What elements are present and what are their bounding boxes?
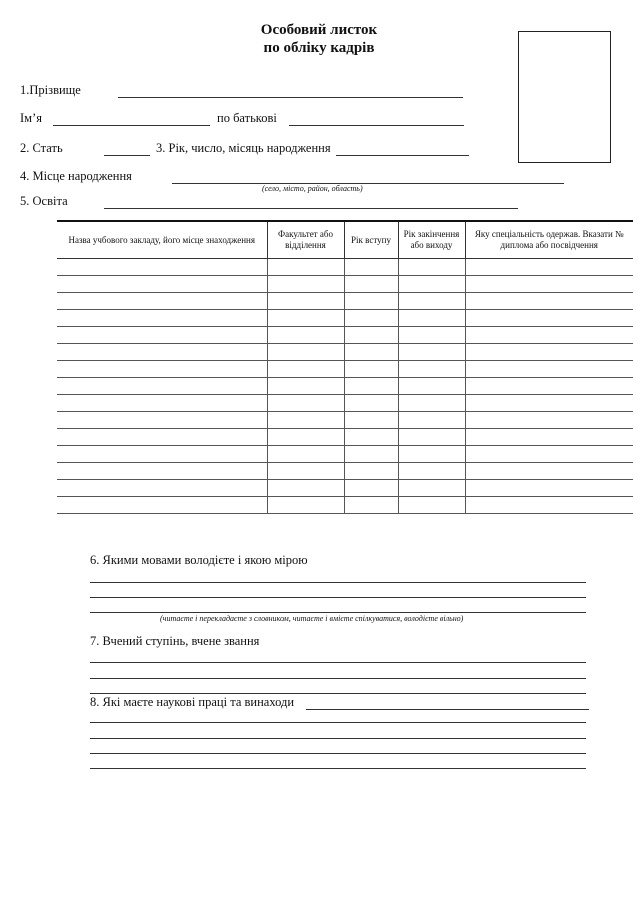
table-cell[interactable] — [267, 276, 344, 293]
table-cell[interactable] — [267, 344, 344, 361]
education-label: 5. Освіта — [20, 194, 68, 208]
table-cell[interactable] — [267, 497, 344, 514]
title-line-2: по обліку кадрів — [263, 40, 375, 56]
table-cell[interactable] — [344, 463, 398, 480]
table-cell[interactable] — [344, 395, 398, 412]
table-cell[interactable] — [57, 429, 267, 446]
table-row — [57, 293, 633, 310]
table-cell[interactable] — [344, 412, 398, 429]
table-cell[interactable] — [267, 259, 344, 276]
education-table-header — [57, 221, 633, 259]
table-cell[interactable] — [398, 293, 465, 310]
table-cell[interactable] — [267, 395, 344, 412]
works-line-4[interactable] — [90, 768, 586, 769]
table-cell[interactable] — [57, 259, 267, 276]
table-cell[interactable] — [465, 293, 633, 310]
table-cell[interactable] — [398, 378, 465, 395]
patronymic-label: по батькові — [217, 111, 277, 125]
education-field[interactable] — [104, 208, 518, 209]
degree-line-2[interactable] — [90, 678, 586, 679]
table-cell[interactable] — [344, 293, 398, 310]
table-cell[interactable] — [57, 395, 267, 412]
table-cell[interactable] — [465, 310, 633, 327]
table-row — [57, 310, 633, 327]
table-cell[interactable] — [465, 497, 633, 514]
table-row — [57, 446, 633, 463]
table-cell[interactable] — [465, 361, 633, 378]
table-cell[interactable] — [344, 344, 398, 361]
sex-field[interactable] — [104, 155, 150, 156]
languages-hint: (читаєте і перекладаєте з словником, читаєте і вмієте спілкуватися, володієте вільно) — [160, 614, 464, 623]
table-cell[interactable] — [465, 327, 633, 344]
table-cell[interactable] — [465, 344, 633, 361]
table-cell[interactable] — [344, 480, 398, 497]
languages-line-1[interactable] — [90, 582, 586, 583]
table-cell[interactable] — [57, 310, 267, 327]
degree-line-1[interactable] — [90, 662, 586, 663]
table-cell[interactable] — [398, 497, 465, 514]
table-cell[interactable] — [344, 259, 398, 276]
table-cell[interactable] — [57, 327, 267, 344]
languages-line-3[interactable] — [90, 612, 586, 613]
table-cell[interactable] — [398, 327, 465, 344]
table-cell[interactable] — [267, 412, 344, 429]
surname-label: 1.Прізвище — [20, 83, 81, 97]
table-cell[interactable] — [344, 497, 398, 514]
table-cell[interactable] — [465, 259, 633, 276]
degree-label: 7. Вчений ступінь, вчене звання — [90, 634, 260, 648]
table-cell[interactable] — [57, 293, 267, 310]
table-row — [57, 327, 633, 344]
table-cell[interactable] — [398, 259, 465, 276]
table-cell[interactable] — [398, 480, 465, 497]
table-cell[interactable] — [344, 446, 398, 463]
birthplace-field[interactable] — [172, 183, 564, 184]
education-table — [57, 220, 633, 514]
table-cell[interactable] — [398, 463, 465, 480]
table-cell[interactable] — [465, 446, 633, 463]
title-line-1: Особовий листок — [260, 22, 378, 38]
table-row — [57, 344, 633, 361]
table-cell[interactable] — [267, 463, 344, 480]
table-cell[interactable] — [398, 429, 465, 446]
table-row — [57, 361, 633, 378]
table-cell[interactable] — [398, 344, 465, 361]
table-cell[interactable] — [267, 429, 344, 446]
birthdate-field[interactable] — [336, 155, 469, 156]
table-cell[interactable] — [465, 480, 633, 497]
works-line-1[interactable] — [90, 722, 586, 723]
table-cell[interactable] — [57, 463, 267, 480]
table-cell[interactable] — [267, 361, 344, 378]
table-cell[interactable] — [267, 310, 344, 327]
table-row — [57, 497, 633, 514]
name-field[interactable] — [53, 125, 210, 126]
table-cell[interactable] — [267, 480, 344, 497]
works-field[interactable] — [306, 709, 589, 710]
photo-box[interactable] — [518, 31, 611, 163]
patronymic-field[interactable] — [289, 125, 464, 126]
table-cell[interactable] — [57, 446, 267, 463]
table-cell[interactable] — [57, 480, 267, 497]
table-cell[interactable] — [57, 361, 267, 378]
table-cell[interactable] — [398, 446, 465, 463]
table-cell[interactable] — [398, 276, 465, 293]
table-cell[interactable] — [344, 276, 398, 293]
table-row — [57, 429, 633, 446]
table-row — [57, 480, 633, 497]
table-row — [57, 463, 633, 480]
table-row — [57, 395, 633, 412]
table-cell[interactable] — [465, 429, 633, 446]
col-specialty: Яку спеціальність одержав. Вказати № диплома або посвідчення — [465, 221, 633, 259]
table-cell[interactable] — [344, 310, 398, 327]
table-cell[interactable] — [398, 310, 465, 327]
table-row — [57, 259, 633, 276]
table-cell[interactable] — [267, 446, 344, 463]
table-cell[interactable] — [398, 395, 465, 412]
birthplace-label: 4. Місце народження — [20, 169, 132, 183]
works-line-2[interactable] — [90, 738, 586, 739]
table-cell[interactable] — [465, 276, 633, 293]
table-cell[interactable] — [57, 344, 267, 361]
table-cell[interactable] — [465, 378, 633, 395]
works-label: 8. Які маєте наукові праці та винаходи — [90, 695, 295, 709]
birthplace-hint: (село, місто, район, область) — [262, 184, 363, 193]
col-faculty: Факультет або відділення — [267, 221, 344, 259]
surname-field[interactable] — [118, 97, 463, 98]
table-cell[interactable] — [57, 412, 267, 429]
sex-label: 2. Стать — [20, 141, 63, 155]
table-cell[interactable] — [465, 412, 633, 429]
table-row — [57, 276, 633, 293]
languages-line-2[interactable] — [90, 597, 586, 598]
name-label: Ім’я — [20, 111, 42, 125]
table-row — [57, 412, 633, 429]
table-cell[interactable] — [344, 327, 398, 344]
table-cell[interactable] — [344, 378, 398, 395]
table-cell[interactable] — [57, 497, 267, 514]
table-cell[interactable] — [267, 378, 344, 395]
table-cell[interactable] — [267, 293, 344, 310]
table-cell[interactable] — [344, 429, 398, 446]
table-cell[interactable] — [398, 361, 465, 378]
languages-label: 6. Якими мовами володієте і якою мірою — [90, 553, 308, 567]
table-row — [57, 378, 633, 395]
col-institution: Назва учбового закладу, його місце знаходження — [57, 221, 267, 259]
degree-line-3[interactable] — [90, 693, 586, 694]
table-cell[interactable] — [57, 378, 267, 395]
table-cell[interactable] — [267, 327, 344, 344]
table-cell[interactable] — [465, 463, 633, 480]
table-cell[interactable] — [57, 276, 267, 293]
col-entry-year: Рік вступу — [344, 221, 398, 259]
col-graduation-year: Рік закінчення або виходу — [398, 221, 465, 259]
table-cell[interactable] — [344, 361, 398, 378]
table-cell[interactable] — [465, 395, 633, 412]
works-line-3[interactable] — [90, 753, 586, 754]
birthdate-label: 3. Рік, число, місяць народження — [156, 141, 331, 155]
table-cell[interactable] — [398, 412, 465, 429]
